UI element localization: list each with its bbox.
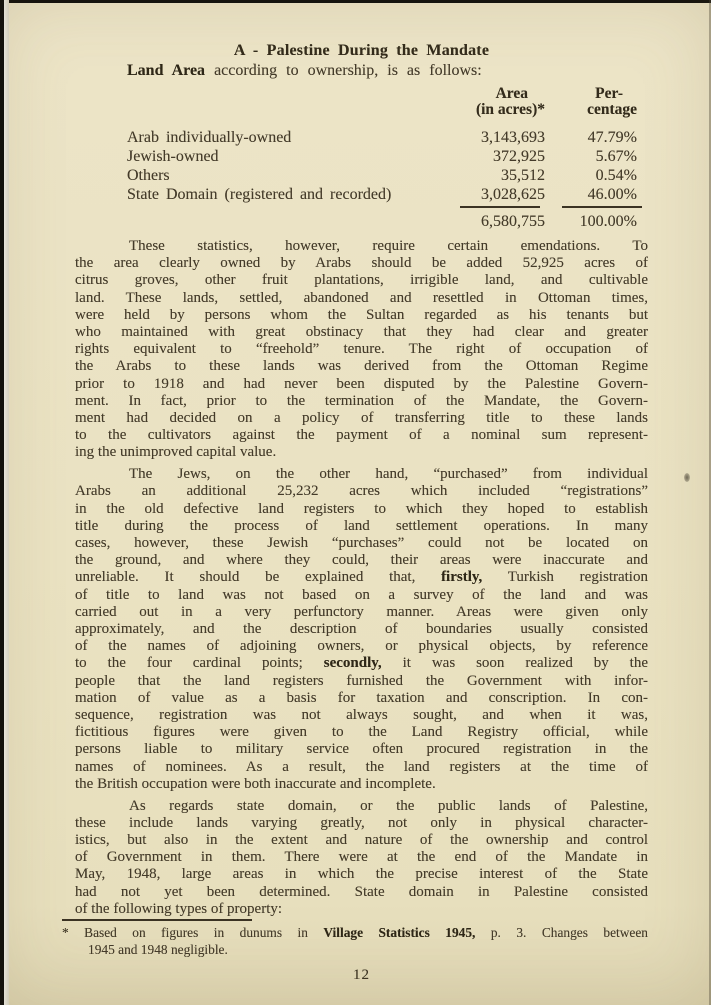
totals-rules	[75, 206, 648, 208]
text-line: the Arabs to these lands was derived from the Ottoman Regime	[75, 358, 648, 375]
footnote-line: 1945 and 1948 negligible.	[88, 941, 228, 957]
text-line: were held by persons whom the Sultan regarded as his tenants but	[75, 306, 648, 323]
col-header-percentage	[545, 86, 637, 118]
text-line: ing the unimproved capital value.	[75, 444, 277, 461]
row-label: State Domain (registered and recorded)	[127, 186, 392, 203]
row-pct: 46.00%	[587, 186, 637, 203]
text-line: cases, however, these Jewish “purchases” could not be located on	[75, 534, 648, 551]
text-line: names of nominees. As a result, the land registers at the time of	[75, 758, 648, 775]
text-line: the British occupation were both inaccurate and incomplete.	[75, 775, 436, 792]
totals-rule-percentage	[562, 206, 642, 208]
text-line: in the old defective land registers to which they hoped to establish	[75, 500, 648, 517]
total-spacer	[75, 212, 448, 231]
text-line: the area clearly owned by Arabs should be added 52,925 acres of	[75, 255, 648, 272]
scan-speck	[684, 473, 690, 482]
text-line: sequence, registration was not always sought, and when it was,	[75, 706, 648, 723]
text-line: carried out in a very perfunctory manner. Areas were given only	[75, 603, 648, 620]
text-line: Arabs an additional 25,232 acres which included “registrations”	[75, 483, 648, 500]
table-body	[75, 128, 648, 204]
text-line: these include lands varying greatly, not only in physical character-	[75, 814, 648, 831]
row-pct: 47.79%	[587, 129, 637, 146]
row-label: Arab individually-owned	[127, 129, 292, 146]
text-line: unreliable. It should be explained that, firstly, Turkish registration	[75, 569, 648, 586]
text-line: to the four cardinal points; secondly, it was soon realized by the	[75, 655, 648, 672]
footnote-rule	[62, 919, 252, 921]
text-line: of the following types of property:	[75, 900, 283, 917]
totals-rule-area	[460, 206, 540, 208]
text-line: citrus groves, other fruit plantations, irrigible land, and cultivable	[75, 272, 648, 289]
table-row	[75, 128, 648, 147]
text-line: istics, but also in the extent and nature of the ownership and control	[75, 831, 648, 848]
footnote-line: * Based on figures in dunums in Village Statistics 1945, p. 3. Changes between	[62, 924, 648, 940]
table-header	[75, 86, 648, 118]
land-ownership-table	[75, 86, 648, 231]
text-line: ment had decided on a policy of transferring title to these lands	[75, 410, 648, 427]
col-header-pct-line2: centage	[587, 101, 637, 118]
row-area: 3,028,625	[481, 186, 545, 203]
col-header-area-line1: Area	[495, 85, 528, 102]
scan-edge-left-highlight	[4, 0, 9, 1005]
section-subtitle: Land Area according to ownership, is as follows:	[127, 62, 482, 79]
row-area: 35,512	[501, 167, 545, 184]
paragraph	[75, 466, 648, 793]
text-line: of Government in them. There were at the end of the Mandate in	[75, 849, 648, 866]
row-label: Others	[127, 167, 170, 184]
paragraph	[75, 238, 648, 462]
text-line: fictitious figures were given to the Land Registry official, while	[75, 724, 648, 741]
table-row	[75, 185, 648, 204]
total-percentage: 100.00%	[579, 213, 637, 230]
text-line: title during the process of land settlement operations. In many	[75, 517, 648, 534]
row-area: 372,925	[493, 148, 545, 165]
row-label: Jewish-owned	[127, 148, 219, 165]
text-line: people that the land registers furnished the Government with infor-	[75, 672, 648, 689]
text-line: the ground, and where they could, their areas were inaccurate and	[75, 552, 648, 569]
section-title: A - Palestine During the Mandate	[233, 42, 490, 59]
paragraphs	[75, 238, 648, 918]
text-line: land. These lands, settled, abandoned and resettled in Ottoman times,	[75, 289, 648, 306]
table-row	[75, 166, 648, 185]
paragraph	[75, 798, 648, 918]
text-line: who maintained with great obstinacy that they had clear and greater	[75, 324, 648, 341]
text-line: ment. In fact, prior to the termination of the Mandate, the Govern-	[75, 392, 648, 409]
col-header-area	[425, 86, 545, 118]
row-area: 3,143,693	[481, 129, 545, 146]
footnote-lines	[62, 924, 648, 958]
footnote	[62, 919, 648, 958]
page-number: 12	[353, 966, 370, 983]
table-row	[75, 147, 648, 166]
row-pct: 0.54%	[595, 167, 637, 184]
col-header-pct-line1: Per-	[595, 85, 623, 102]
text-line: to the cultivators against the payment of a nominal sum represent-	[75, 427, 648, 444]
col-header-area-line2: (in acres)*	[475, 101, 545, 118]
row-pct: 5.67%	[595, 148, 637, 165]
text-line: mation of value as a basis for taxation and conscription. In con-	[75, 689, 648, 706]
page-content	[62, 30, 648, 984]
text-line: of title to land was not based on a survey of the land and was	[75, 586, 648, 603]
total-area: 6,580,755	[481, 213, 545, 230]
scan-edge-top	[0, 0, 711, 3]
text-line: rights equivalent to “freehold” tenure. The right of occupation of	[75, 341, 648, 358]
text-line: prior to 1918 and had never been disputed by the Palestine Govern-	[75, 375, 648, 392]
text-line: These statistics, however, require certain emendations. To	[129, 238, 648, 254]
text-line: As regards state domain, or the public lands of Palestine,	[129, 797, 648, 814]
text-line: of the names of adjoining owners, or physical objects, by reference	[75, 638, 648, 655]
text-line: approximately, and the description of boundaries usually consisted	[75, 620, 648, 637]
text-line: persons liable to military service often procured registration in the	[75, 741, 648, 758]
text-line: had not yet been determined. State domain in Palestine consisted	[75, 883, 648, 900]
text-line: May, 1948, large areas in which the precise interest of the State	[75, 866, 648, 883]
total-row	[75, 212, 648, 231]
text-line: The Jews, on the other hand, “purchased” from individual	[129, 466, 648, 483]
